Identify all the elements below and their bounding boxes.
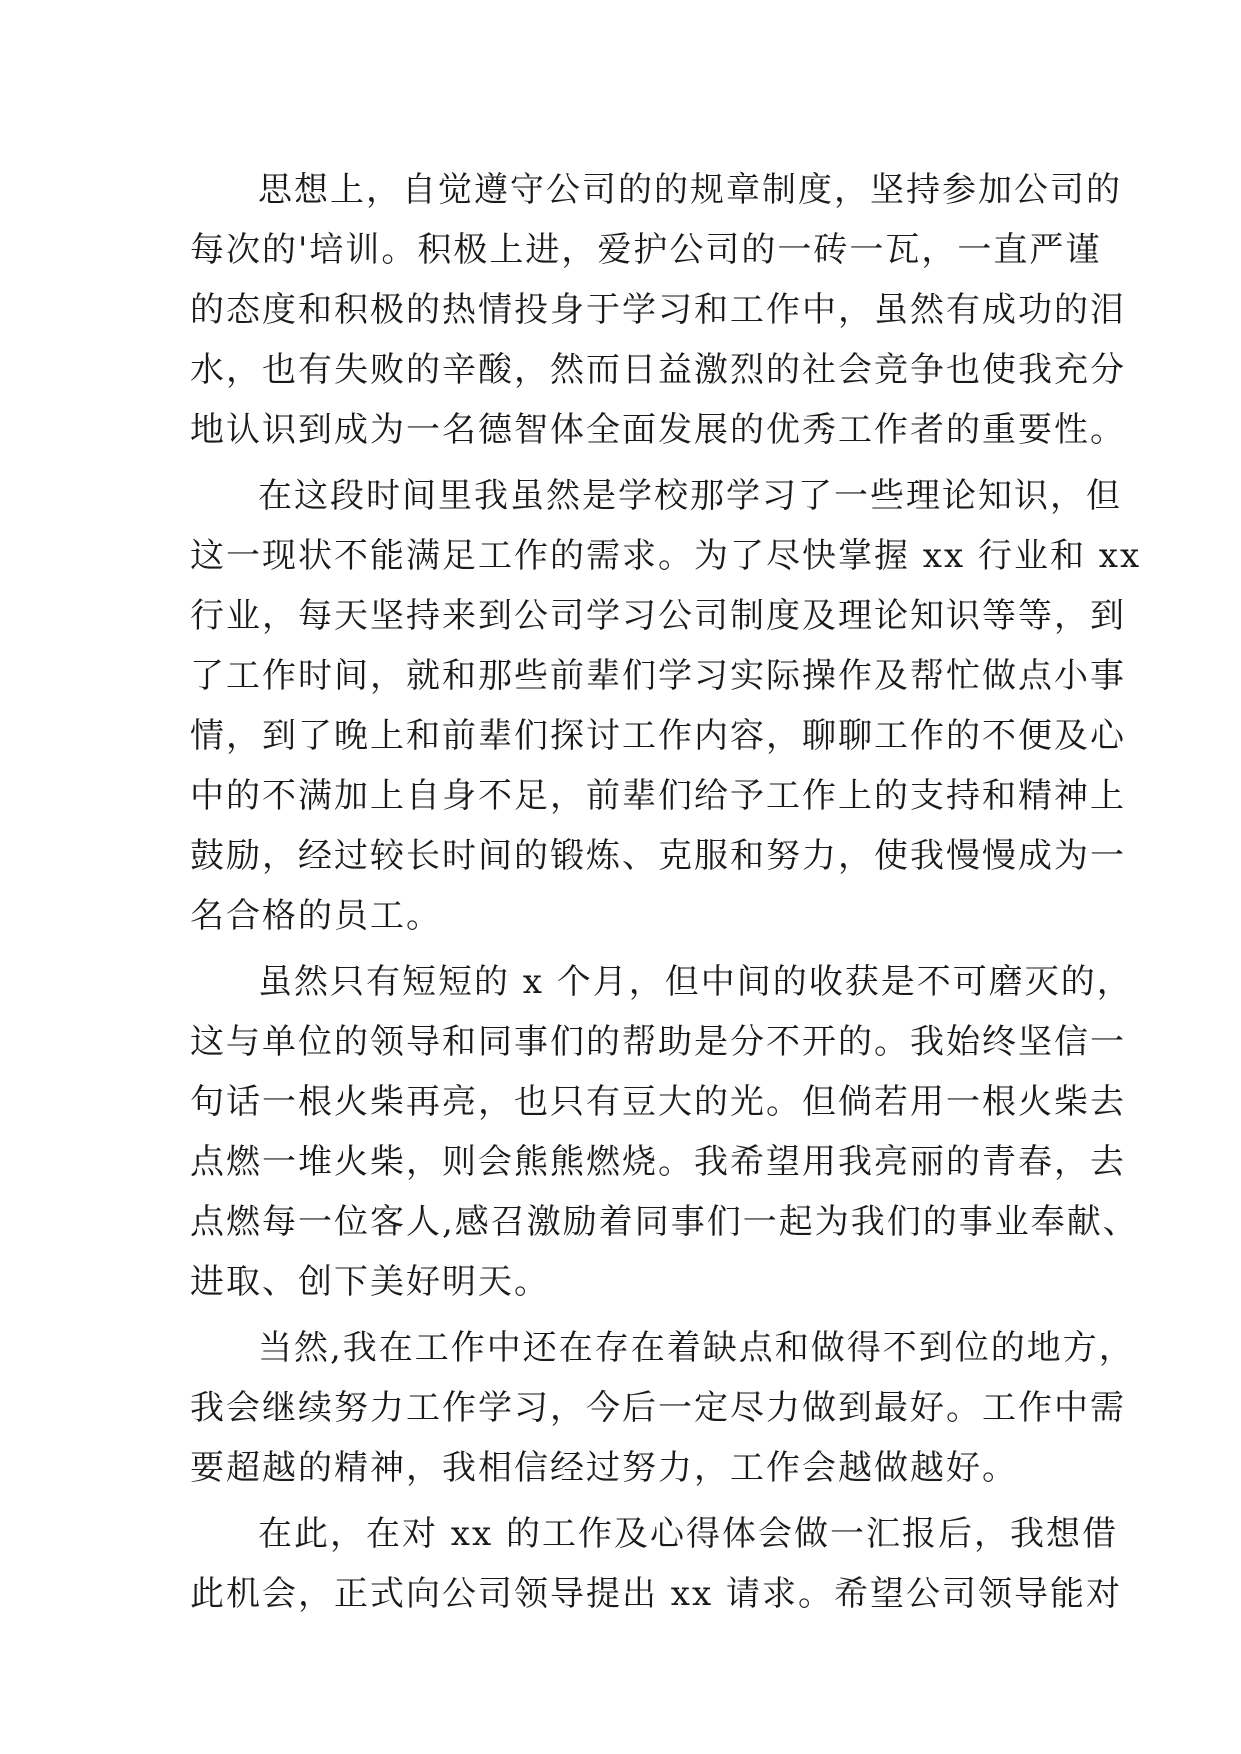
text-line: 句话一根火柴再亮，也只有豆大的光。但倘若用一根火柴去 (190, 1082, 1126, 1122)
text-line: 此机会，正式向公司领导提出 xx 请求。希望公司领导能对 (190, 1574, 1122, 1614)
paragraph-3 (190, 952, 1139, 1312)
text-line: 中的不满加上自身不足，前辈们给予工作上的支持和精神上 (190, 776, 1126, 816)
text-line: 行业，每天坚持来到公司学习公司制度及理论知识等等，到 (190, 596, 1126, 636)
text-line: 鼓励，经过较长时间的锻炼、克服和努力，使我慢慢成为一 (190, 836, 1126, 876)
text-line: 我会继续努力工作学习，今后一定尽力做到最好。工作中需 (190, 1388, 1126, 1428)
text-line: 点燃每一位客人,感召激励着同事们一起为我们的事业奉献、 (190, 1202, 1139, 1242)
text-line: 地认识到成为一名德智体全面发展的优秀工作者的重要性。 (190, 410, 1126, 450)
text-line: 在此，在对 xx 的工作及心得体会做一汇报后，我想借 (258, 1514, 1118, 1554)
text-line: 了工作时间，就和那些前辈们学习实际操作及帮忙做点小事 (190, 656, 1126, 696)
paragraph-2 (190, 466, 1142, 946)
text-line: 在这段时间里我虽然是学校那学习了一些理论知识，但 (258, 476, 1122, 516)
text-line: 思想上，自觉遵守公司的的规章制度，坚持参加公司的 (258, 170, 1122, 210)
text-line: 的态度和积极的热情投身于学习和工作中，虽然有成功的泪 (190, 290, 1126, 330)
text-line: 当然,我在工作中还在存在着缺点和做得不到位的地方， (258, 1328, 1135, 1368)
text-line: 每次的'培训。积极上进，爱护公司的一砖一瓦，一直严谨 (190, 230, 1102, 270)
text-line: 名合格的员工。 (190, 896, 442, 936)
paragraph-1 (190, 160, 1126, 460)
text-line: 这一现状不能满足工作的需求。为了尽快掌握 xx 行业和 xx (190, 536, 1142, 576)
text-line: 水，也有失败的辛酸，然而日益激烈的社会竞争也使我充分 (190, 350, 1126, 390)
text-line: 虽然只有短短的 x 个月，但中间的收获是不可磨灭的， (258, 962, 1133, 1002)
text-line: 这与单位的领导和同事们的帮助是分不开的。我始终坚信一 (190, 1022, 1126, 1062)
text-line: 点燃一堆火柴，则会熊熊燃烧。我希望用我亮丽的青春，去 (190, 1142, 1126, 1182)
text-line: 进取、创下美好明天。 (190, 1262, 550, 1302)
paragraph-4 (190, 1318, 1135, 1498)
document-body (190, 160, 1142, 1624)
text-line: 要超越的精神，我相信经过努力，工作会越做越好。 (190, 1448, 1018, 1488)
text-line: 情，到了晚上和前辈们探讨工作内容，聊聊工作的不便及心 (190, 716, 1126, 756)
paragraph-5 (190, 1504, 1122, 1624)
